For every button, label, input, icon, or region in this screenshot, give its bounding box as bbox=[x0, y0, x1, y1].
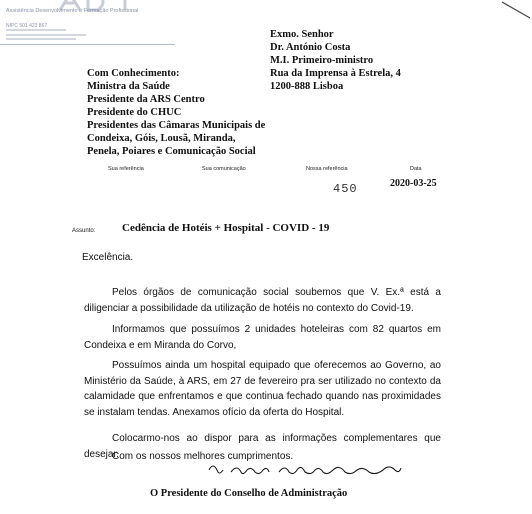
document-date: 2020-03-25 bbox=[390, 178, 437, 189]
subject-text: Cedência de Hotéis + Hospital - COVID - 19 bbox=[122, 222, 330, 234]
letterhead bbox=[0, 0, 180, 60]
handwritten-signature bbox=[207, 458, 403, 482]
reference-number: 450 bbox=[333, 182, 358, 196]
body-paragraph: Pelos órgãos de comunicação social soubemos que V. Ex.ª está a diligenciar a possibilidade da utilização de hotéis no contexto do Covid-19. bbox=[84, 287, 441, 314]
body-paragraph: Possuímos ainda um hospital equipado que oferecemos ao Governo, ao Ministério da Saúde, à ARS, em 27 de fevereiro pra ser utilizado no contexto da calamidade que enfrentamos e que continua fechado quando nas proximidades se instalam tendas. Anexamos ofício da oferta do Hospital. bbox=[84, 360, 441, 418]
body-paragraph: Com os nossos melhores cumprimentos. bbox=[112, 451, 294, 462]
scan-mark-icon bbox=[498, 0, 532, 22]
cc-line: Presidentes das Câmaras Municipais de bbox=[87, 120, 266, 131]
cc-line: Condeixa, Góis, Lousã, Miranda, bbox=[87, 133, 236, 144]
cc-line: Ministra da Saúde bbox=[87, 81, 170, 92]
sua-referencia-label: Sua referência bbox=[108, 166, 144, 172]
cc-line: Penela, Poiares e Comunicação Social bbox=[87, 146, 256, 157]
body-paragraph: Informamos que possuímos 2 unidades hoteleiras com 82 quartos em Condeixa e em Miranda do Corvo, bbox=[84, 324, 441, 351]
recipient-postal: 1200-888 Lisboa bbox=[270, 81, 344, 92]
sua-comunicacao-label: Sua comunicação bbox=[202, 166, 246, 172]
recipient-street: Rua da Imprensa à Estrela, 4 bbox=[270, 68, 401, 79]
letterhead-rule bbox=[0, 44, 175, 45]
salutation: Excelência. bbox=[82, 252, 134, 263]
letterhead-name: Assistência Desenvolvimento e Formação Profissional bbox=[6, 8, 139, 14]
subject-label: Assunto: bbox=[72, 228, 96, 234]
recipient-name: Dr. António Costa bbox=[270, 42, 351, 53]
signature-title: O Presidente do Conselho de Administração bbox=[150, 488, 348, 499]
letterhead-nipc: NIPC 501 423 867 bbox=[6, 23, 48, 29]
recipient-salutation: Exmo. Senhor bbox=[270, 29, 334, 40]
data-label: Data bbox=[410, 166, 422, 172]
nossa-referencia-label: Nossa referência bbox=[306, 166, 348, 172]
cc-label: Com Conhecimento: bbox=[87, 68, 180, 79]
letterhead-faded-text-icon bbox=[6, 27, 96, 41]
body-paragraph: Colocarmo-nos ao dispor para as informações complementares que desejar. bbox=[84, 433, 441, 460]
cc-line: Presidente do CHUC bbox=[87, 107, 182, 118]
recipient-title: M.I. Primeiro-ministro bbox=[270, 55, 374, 66]
cc-line: Presidente da ARS Centro bbox=[87, 94, 205, 105]
